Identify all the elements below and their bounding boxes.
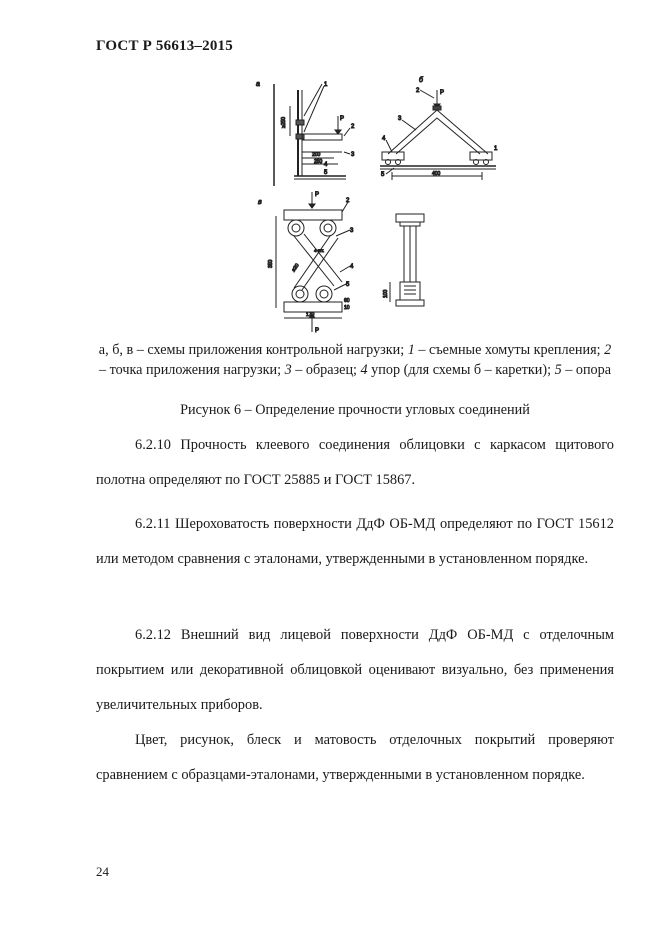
dim-c-hole: ø20 (290, 262, 301, 274)
callout-c-5: 5 (346, 282, 350, 288)
dim-c-width: 170 (306, 312, 315, 318)
callout-b-3: 3 (398, 116, 402, 122)
dim-a-width1: 200 (312, 152, 321, 158)
callout-b-4: 4 (382, 136, 386, 142)
dim-a-width2: 250 (314, 159, 323, 165)
load-label-c-top: P (315, 192, 320, 198)
paragraph-6-2-12: 6.2.12 Внешний вид лицевой поверхности ДдФ ОБ-МД с отделочным покрытием или декоративной облицовкой оценивают визуально, без применения увеличительных приборов. (96, 627, 614, 713)
callout-a-5: 5 (324, 170, 328, 176)
dim-a-height: ≥250 (281, 116, 287, 128)
callout-c-3: 3 (350, 228, 354, 234)
dim-c-10: 10 (344, 305, 350, 311)
callout-a-1: 1 (324, 82, 328, 88)
load-label-a: P (340, 116, 345, 122)
callout-c-2: 2 (346, 198, 350, 204)
dim-c-height: 350 (268, 259, 274, 268)
panel-label-b: б (419, 77, 423, 84)
dim-c-count: 4 шт. (314, 248, 325, 253)
load-label-c-bottom: P (315, 328, 320, 334)
paragraph-6-2-11: 6.2.11 Шероховатость поверхности ДдФ ОБ-МД определяют по ГОСТ 15612 или методом сравнения с эталонами, утвержденными в установленном порядке. (96, 516, 614, 567)
paragraph-6-2-10: 6.2.10 Прочность клеевого соединения облицовки с каркасом щитового полотна определяют по ГОСТ 25885 и ГОСТ 15867. (96, 437, 614, 488)
figure-title: Рисунок 6 – Определение прочности угловых соединений (180, 402, 530, 418)
dim-b-width: 400 (432, 171, 441, 177)
callout-b-2: 2 (416, 88, 420, 94)
callout-a-4: 4 (324, 162, 328, 168)
dim-d-height: 100 (383, 289, 389, 298)
load-label-b: P (440, 90, 445, 96)
figure-caption: а, б, в – схемы приложения контрольной нагрузки; 1 – съемные хомуты крепления; 2 – точка приложения нагрузки; 3 – образец; 4 упор (для схемы б – каретки); 5 – опора (98, 342, 612, 378)
dim-c-60: 60 (344, 298, 350, 304)
callout-b-1: 1 (494, 146, 498, 152)
callout-c-4: 4 (350, 264, 354, 270)
callout-b-5: 5 (381, 172, 385, 178)
page-number: 24 (96, 864, 109, 879)
panel-label-c: в (258, 199, 262, 206)
figure-6 (254, 76, 614, 336)
callout-a-3: 3 (351, 152, 355, 158)
figure-6-drawing (254, 76, 614, 336)
document-header: ГОСТ Р 56613–2015 (96, 38, 233, 54)
callout-a-2: 2 (351, 124, 355, 130)
paragraph-color-check: Цвет, рисунок, блеск и матовость отделочных покрытий проверяют сравнением с образцами-эталонами, утвержденными в установленном порядке. (96, 732, 614, 783)
panel-label-a: а (256, 81, 260, 88)
